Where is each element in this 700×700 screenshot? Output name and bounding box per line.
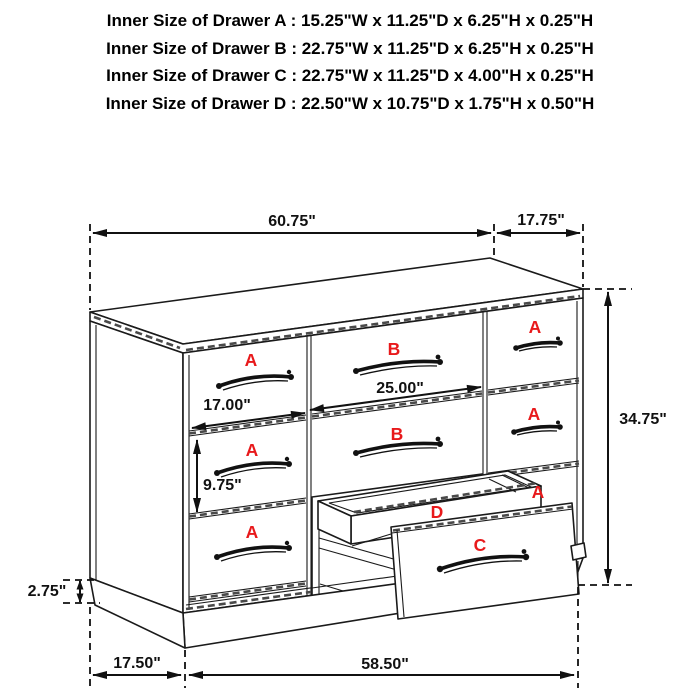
dimension-base-height (28, 581, 80, 602)
header-line-drawer-c: Inner Size of Drawer C : 22.75"W x 11.25"D x 4.00"H x 0.25"H (106, 66, 594, 85)
dim-drawer-a-height-label: 9.75" (203, 477, 242, 494)
dim-base-height-label: 2.75" (27, 583, 67, 600)
drawer-label-a-left-middle: A (245, 440, 259, 460)
drawer-label-c: C (473, 535, 487, 555)
dimension-base-width (189, 656, 574, 675)
dimension-top-depth (497, 212, 580, 233)
dim-drawer-a-width-label: 17.00" (203, 397, 251, 414)
header-line-drawer-d: Inner Size of Drawer D : 22.50"W x 10.75"D x 1.75"H x 0.50"H (105, 93, 595, 113)
drawer-label-a-right-middle: A (527, 404, 541, 424)
dim-drawer-b-width-label: 25.00" (376, 380, 424, 397)
header-line-drawer-a: Inner Size of Drawer A : 15.25"W x 11.25"D x 6.25"H x 0.25"H (106, 11, 594, 30)
drawer-label-a-right-bottom: A (531, 482, 545, 502)
drawer-label-a-left-bottom: A (245, 522, 259, 542)
dim-overall-height-label: 34.75" (619, 411, 667, 428)
drawer-label-a-right-top: A (528, 317, 542, 337)
side-panel (90, 321, 183, 613)
dim-top-depth-label: 17.75" (517, 212, 565, 229)
dimension-top-width (93, 213, 491, 233)
dim-base-depth-label: 17.50" (113, 655, 161, 672)
dim-top-width-label: 60.75" (268, 213, 316, 230)
dimension-overall-height (608, 292, 667, 583)
drawer-label-d: D (430, 502, 444, 522)
header-line-drawer-b: Inner Size of Drawer B : 22.75"W x 11.25"D x 6.25"H x 0.25"H (106, 38, 594, 58)
cabinet-side-panel (90, 321, 183, 613)
dim-base-width-label: 58.50" (361, 656, 409, 673)
drawer-label-b-middle: B (390, 424, 404, 444)
dimension-base-depth (93, 655, 181, 675)
drawer-label-a-left-top: A (244, 350, 258, 370)
drawer-label-b-top: B (387, 339, 401, 359)
